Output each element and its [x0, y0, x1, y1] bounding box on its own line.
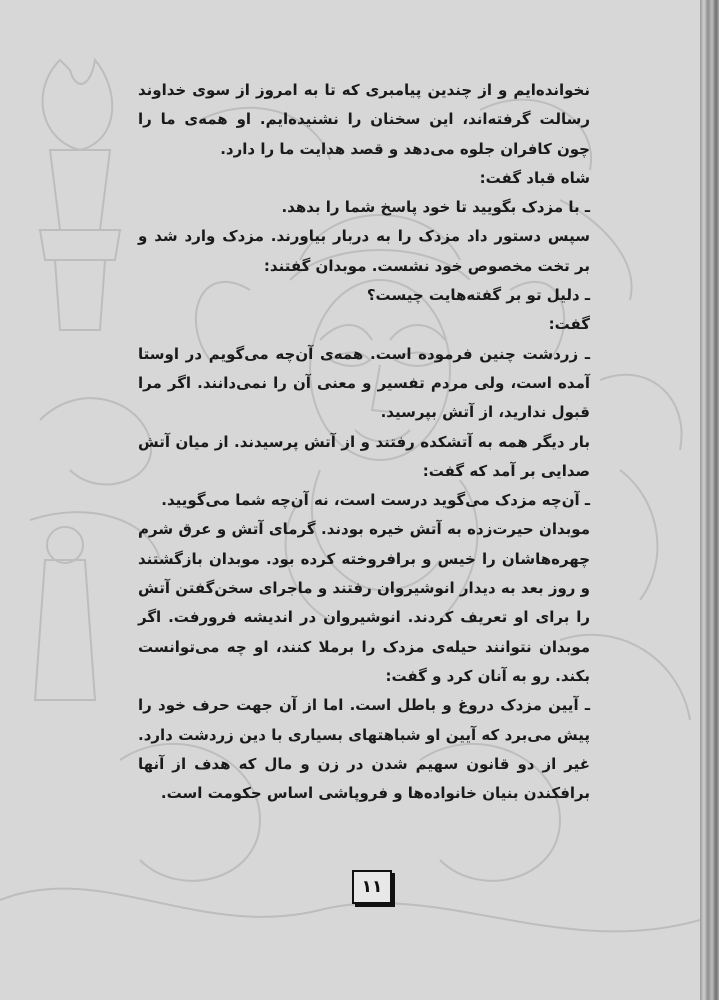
page-number-text: ۱۱: [361, 877, 383, 897]
paragraph: بار دیگر همه به آتشکده رفتند و از آتش پرسیدند. از میان آتش صدایی بر آمد که گفت:: [138, 432, 590, 480]
paragraph: نخوانده‌ایم و از چندین پیامبری که تا به امروز از سوی خداوند رسالت گرفته‌اند، این سخنان را نشنیده‌ایم. او همه‌ی ما را چون کافران جلوه می‌دهد و قصد هدایت ما را دارد.: [138, 81, 590, 158]
paragraph: ـ با مزدک بگویید تا خود پاسخ شما را بدهد.: [281, 198, 590, 217]
paragraph: ـ آن‌چه مزدک می‌گوید درست است، نه آن‌چه شما می‌گویید.: [161, 491, 590, 510]
page-number: [352, 870, 392, 904]
paragraph: ـ آیین مزدک دروغ و باطل است. اما از آن جهت حرف خود را پیش می‌برد که آیین او شباهتهای بسیاری با دین زردشت دارد. غیر از دو قانون سهیم شدن در زن و مال که هدف از آنها برافکندن بنیان خانواده‌ها و فروپاشی اساس حکومت است.: [138, 696, 590, 803]
paragraph: شاه قباد گفت:: [479, 168, 590, 187]
body-text: [138, 76, 590, 808]
book-page-edge: [700, 0, 719, 1000]
paragraph: سپس دستور داد مزدک را به دربار بیاورند. مزدک وارد شد و بر تخت مخصوص خود نشست. موبدان گفتند:: [138, 227, 590, 275]
paragraph: ـ زردشت چنین فرموده است. همه‌ی آن‌چه می‌گویم در اوستا آمده است، ولی مردم تفسیر و معنی آن را نمی‌دانند. اگر مرا قبول ندارید، از آتش بپرسید.: [138, 344, 590, 422]
paragraph: گفت:: [548, 315, 590, 334]
paragraph: ـ دلیل تو بر گفته‌هایت چیست؟: [366, 286, 590, 305]
paragraph: موبدان حیرت‌زده به آتش خیره بودند. گرمای آتش و عرق شرم چهره‌هاشان را خیس و برافروخته کرده بود. موبدان بازگشتند و روز بعد به دیدار انوشیروان رفتند و ماجرای سخن‌گفتن آتش را برای او تعریف کردند. انوشیروان در اندیشه فرورفت. اگر موبدان نتوانند حیله‌ی مزدک را برملا کنند، او چه می‌توانست بکند. رو به آنان کرد و گفت:: [138, 520, 590, 685]
